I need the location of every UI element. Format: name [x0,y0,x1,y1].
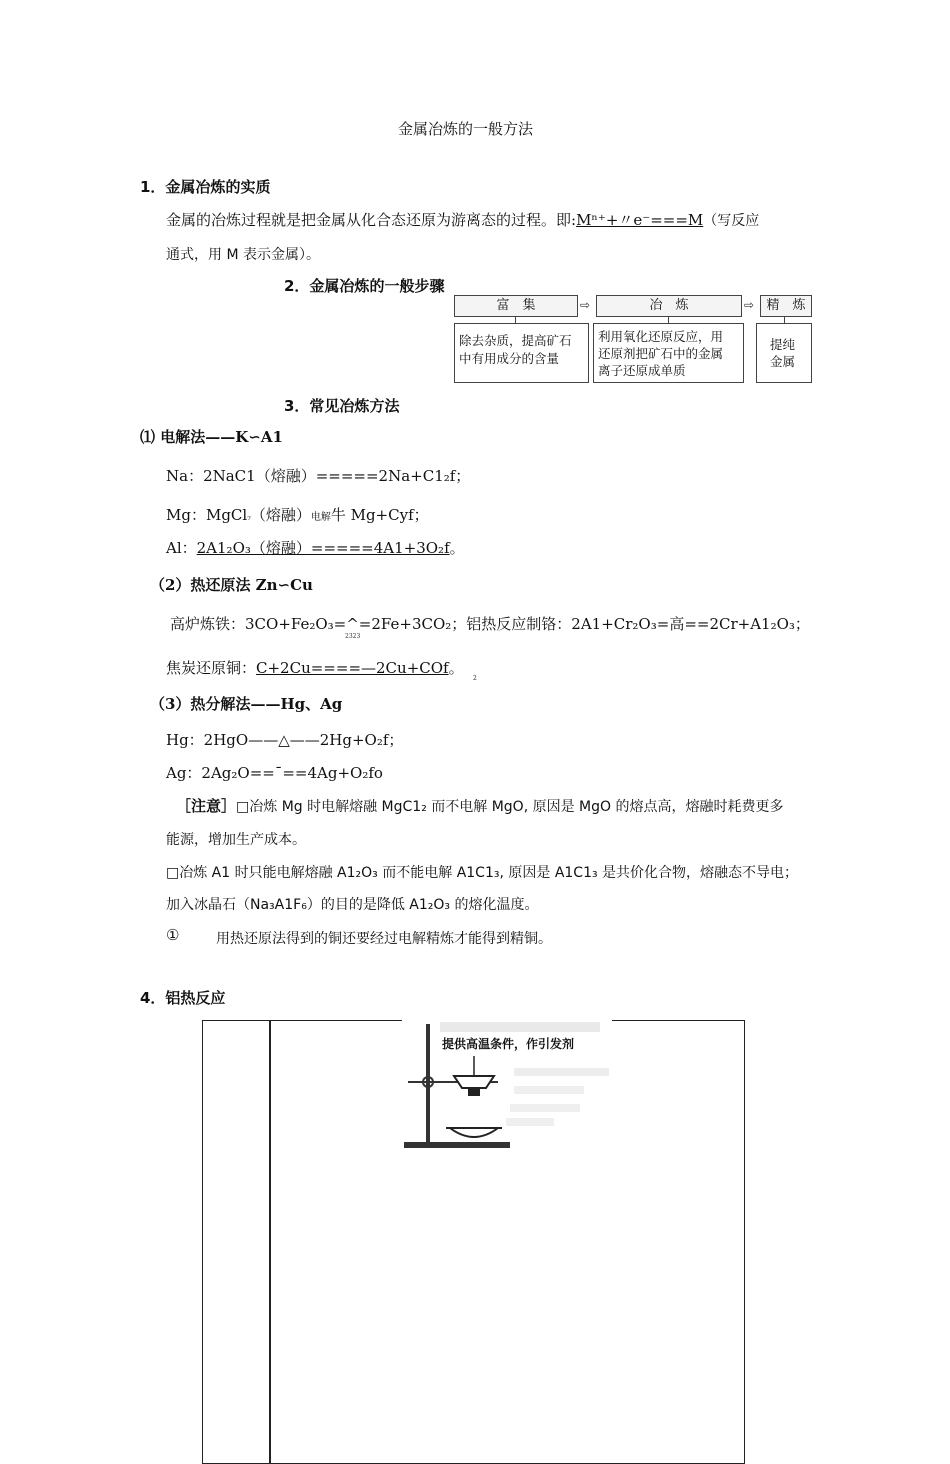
mg-electrolysis-label: 电解 [310,512,331,523]
note1-line-a [176,795,784,816]
thermal-reduction-tiny2: 2 [473,675,477,682]
thermal-reduction-line2 [166,657,464,678]
step-body-refine-line2: 金属 [770,354,796,369]
section1-line2: 通式，用 M 表示金属）。 [166,247,320,263]
step-arrow-2: ⇨ [744,298,755,312]
thermal-decomposition-hg: Hg：2HgO——△——2Hg+O₂f； [166,731,404,749]
coke-prefix: 焦炭还原铜： [166,659,257,677]
blurred-label-4 [506,1118,554,1126]
step-box-enrich [454,323,589,383]
electrolysis-mg [166,504,429,525]
step-body-enrich-line2: 中有用成分的含量 [459,351,560,366]
note2-line-b: 加入冰晶石（Na₃A1F₆）的目的是降低 A1₂O₃ 的熔化温度。 [166,897,539,913]
evaporating-dish [450,1128,498,1137]
mg-prefix: Mg：MgCl [166,506,248,524]
blurred-label-3 [510,1104,580,1112]
electrolysis-na: Na：2NaC1（熔融）=====2Na+C1₂f； [166,467,471,485]
section2-heading: 2．金属冶炼的一般步骤 [284,277,445,295]
step-header-enrich: 富 集 [454,295,578,317]
section1-line1 [166,209,759,230]
step-header-refine: 精 炼 [760,295,812,317]
thermal-reduction-tiny1: 2323 [345,633,361,640]
thermal-reduction-heading: （2）热还原法 Zn∽Cu [150,576,313,594]
section1-line1-tail: （写反应 [703,213,760,229]
section1-heading: 1．金属冶炼的实质 [140,178,271,196]
section4-heading: 4．铝热反应 [140,989,226,1007]
notes-label: ［注意］ [176,797,237,815]
step-body-smelt-line2: 还原剂把矿石中的金属 [598,346,724,361]
step-header-smelt: 冶 炼 [596,295,742,317]
mg-mid: （熔融） [250,506,311,524]
blurred-label-top [440,1022,600,1032]
stand-rod [426,1024,430,1144]
step-body-smelt-line1: 利用氧化还原反应，用 [598,329,724,344]
al-end: 。 [449,539,465,557]
blurred-label-2 [514,1086,584,1094]
note1-line-b: 能源，增加生产成本。 [166,832,306,848]
blurred-label-1 [514,1068,609,1076]
section1-line1-text: 金属的冶炼过程就是把金属从化合态还原为游离态的过程。即: [166,211,577,229]
note1-text-a: □冶炼 Mg 时电解熔融 MgC1₂ 而不电解 MgO, 原因是 MgO 的熔点高，熔融时耗费更多 [236,799,784,815]
step-body-refine-line1: 提纯 [770,337,796,352]
step-box-smelt [593,323,744,383]
note2-line-a: □冶炼 A1 时只能电解熔融 A1₂O₃ 而不能电解 A1C1₃, 原因是 A1C1₃ 是共价化合物，熔融态不导电； [166,865,799,881]
thermal-decomposition-ag: Ag：2Ag₂O==¯==4Ag+O₂fo [166,764,383,782]
figure-caption: 提供高温条件，作引发剂 [442,1037,575,1051]
crucible [454,1076,494,1088]
note3-text: 用热还原法得到的铜还要经过电解精炼才能得到精铜。 [216,931,552,947]
step-box-refine [756,323,812,383]
mg-tail: 牛 Mg+Cyf； [330,506,429,524]
section3-heading: 3．常见冶炼方法 [284,397,400,415]
stand-base [404,1142,510,1148]
electrolysis-al [166,537,465,558]
thermite-apparatus-figure [402,1020,612,1160]
step-arrow-1: ⇨ [580,298,591,312]
step-body-smelt-line3: 离子还原成单质 [598,363,686,378]
note3-number: ① [166,926,180,944]
section1-formula: Mⁿ⁺+〃e⁻===M [576,211,704,229]
step-body-enrich-line1: 除去杂质，提高矿石 [459,333,572,348]
coke-formula: C+2Cu====—2Cu+COf [256,659,449,677]
al-prefix: Al： [166,539,197,557]
al-formula: 2A1₂O₃（熔融）=====4A1+3O₂f [196,539,450,557]
thermal-decomposition-heading: （3）热分解法——Hg、Ag [150,695,343,713]
coke-end: 。 [448,659,464,677]
thermal-reduction-line1: 高炉炼铁：3CO+Fe₂O₃=^=2Fe+3CO₂；铝热反应制铬：2A1+Cr₂O₃=高==2Cr+A1₂O₃； [170,615,810,633]
electrolysis-heading: ⑴ 电解法——K∽A1 [140,428,283,446]
mg-sub: ₇ [247,513,251,523]
page-title: 金属冶炼的一般方法 [398,120,534,138]
crucible-mixture [468,1088,480,1096]
thermite-table-divider [269,1021,271,1463]
